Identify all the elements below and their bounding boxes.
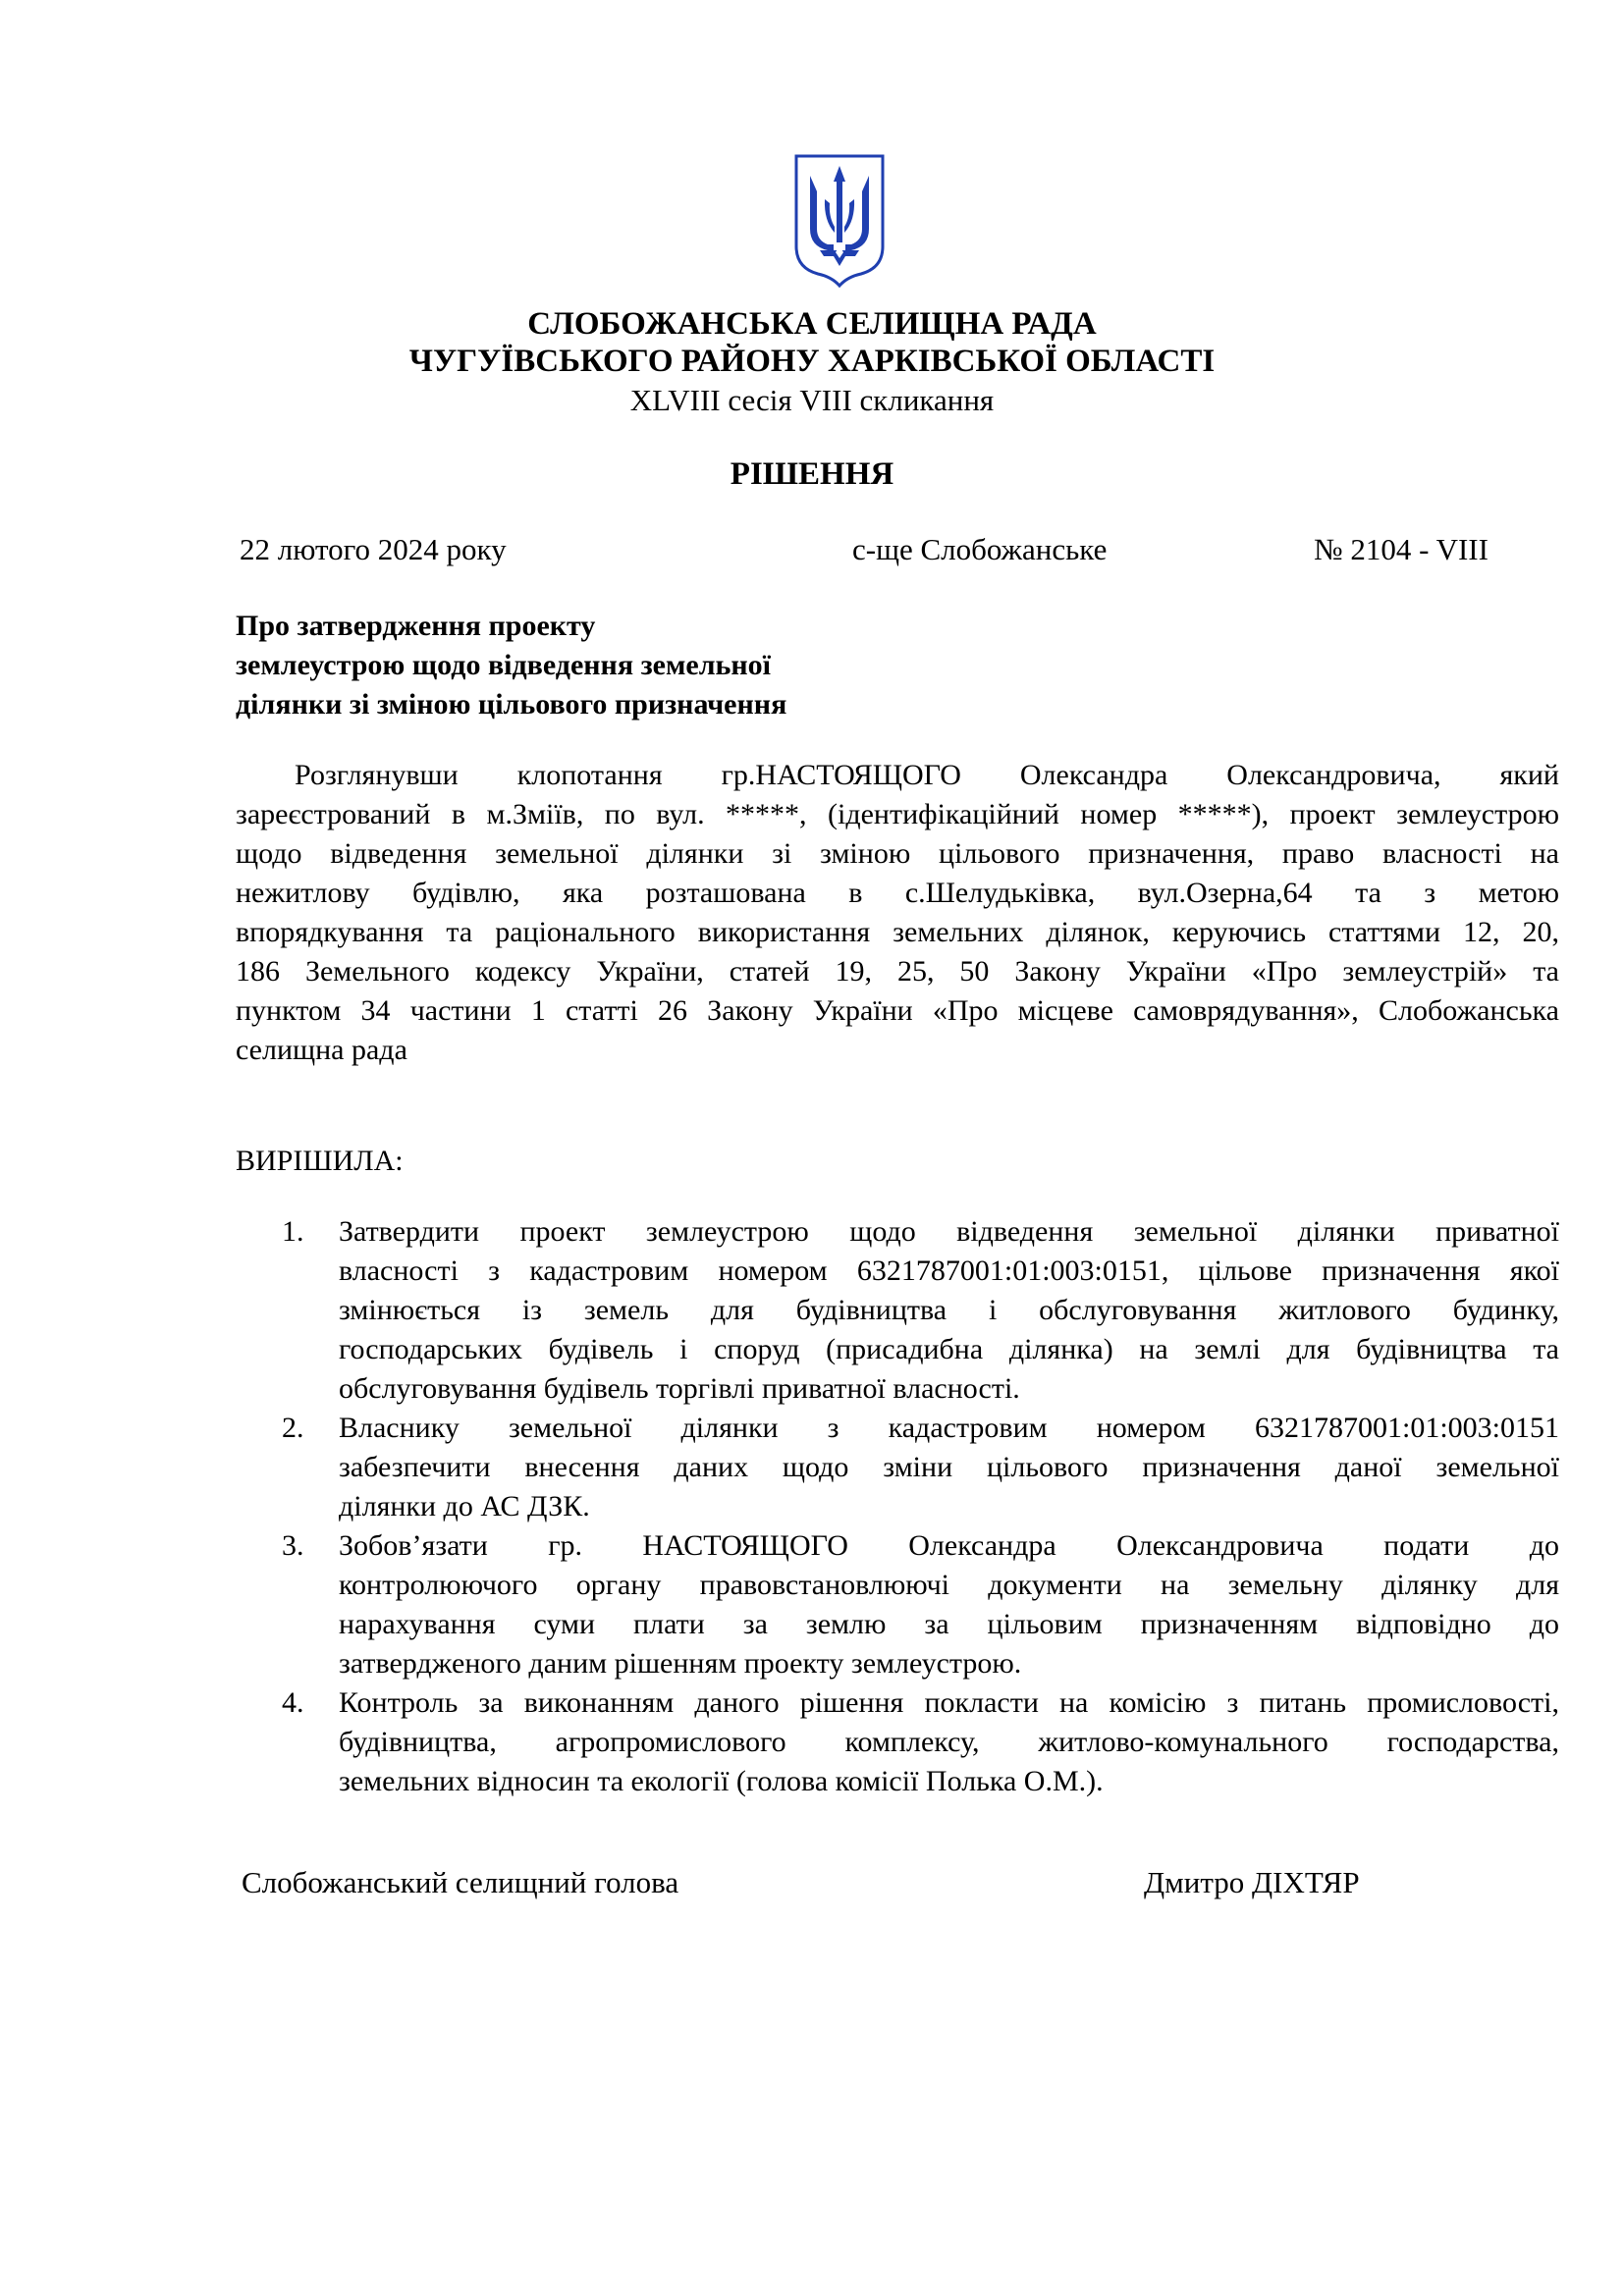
session-line: XLVIII сесія VIII скликання [629,383,995,417]
preamble-line: пунктом 34 частини 1 статті 26 Закону України «Про місцеве самоврядування», Слобожанська [236,994,1559,1027]
decision-items-list [236,1212,1559,1801]
item-line: контролюючого органу правовстановлюючі документи на земельну ділянку для [339,1569,1559,1601]
item-number: 2. [282,1412,304,1444]
item-line: затвердженого даним рішенням проекту землеустрою. [339,1647,1022,1680]
decision-place: с-ще Слобожанське [852,532,1108,566]
preamble-line: селищна рада [236,1034,407,1066]
item-line: Контроль за виконанням даного рішення покласти на комісію з питань промисловості, [339,1686,1559,1719]
item-line: нарахування суми плати за землю за цільовим призначенням відповідно до [339,1608,1559,1640]
trident-coat-of-arms-icon [790,152,889,290]
item-line: ділянки до АС ДЗК. [339,1490,590,1522]
item-line: земельних відносин та екології (голова комісії Полька О.М.). [339,1765,1104,1797]
item-line: Затвердити проект землеустрою щодо відведення земельної ділянки приватної [339,1215,1559,1248]
document-type-title: РІШЕННЯ [730,456,894,492]
item-line: змінюється із земель для будівництва і обслуговування житлового будинку, [339,1294,1559,1326]
item-line: Зобов’язати гр. НАСТОЯЩОГО Олександра Олександровича подати до [339,1529,1559,1562]
decision-number: № 2104 - VIII [1314,532,1489,566]
preamble-line: щодо відведення земельної ділянки зі зміною цільового призначення, право власності на [236,837,1559,870]
item-line: Власнику земельної ділянки з кадастровим номером 6321787001:01:003:0151 [339,1412,1559,1444]
decided-heading: ВИРІШИЛА: [236,1145,404,1177]
preamble-line: зареєстрований в м.Зміїв, по вул. *****, (ідентифікаційний номер *****), проект землеустрою [236,798,1559,830]
signatory-role: Слобожанський селищний голова [242,1865,679,1899]
signatory-name: Дмитро ДІХТЯР [1144,1865,1360,1899]
item-line: забезпечити внесення даних щодо зміни цільового призначення даної земельної [339,1451,1559,1483]
preamble-line: впорядкування та раціонального використання земельних ділянок, керуючись статтями 12, 20, [236,916,1559,948]
item-line: господарських будівель і споруд (присадибна ділянка) на землі для будівництва та [339,1333,1559,1365]
preamble-paragraph [236,756,1559,1070]
preamble-line: Розглянувши клопотання гр.НАСТОЯЩОГО Олександра Олександровича, який [295,759,1559,791]
item-number: 4. [282,1686,304,1719]
subject-line: Про затвердження проекту [236,610,596,642]
list-item [236,1409,1559,1526]
item-number: 3. [282,1529,304,1562]
council-name: СЛОБОЖАНСЬКА СЕЛИЩНА РАДА [527,306,1097,342]
item-number: 1. [282,1215,304,1248]
decision-subject [236,607,923,724]
district-name: ЧУГУЇВСЬКОГО РАЙОНУ ХАРКІВСЬКОЇ ОБЛАСТІ [408,344,1216,379]
list-item [236,1212,1559,1409]
subject-line: землеустрою щодо відведення земельної [236,649,772,681]
subject-line: ділянки зі зміною цільового призначення [236,688,787,721]
list-item [236,1683,1559,1801]
item-line: будівництва, агропромислового комплексу, житлово-комунального господарства, [339,1726,1559,1758]
list-item [236,1526,1559,1683]
item-line: обслуговування будівель торгівлі приватної власності. [339,1372,1020,1405]
preamble-line: нежитлову будівлю, яка розташована в с.Шелудьківка, вул.Озерна,64 та з метою [236,877,1559,909]
item-line: власності з кадастровим номером 6321787001:01:003:0151, цільове призначення якої [339,1255,1559,1287]
decision-date: 22 лютого 2024 року [240,532,507,566]
preamble-line: 186 Земельного кодексу України, статей 19, 25, 50 Закону України «Про землеустрій» та [236,955,1559,988]
